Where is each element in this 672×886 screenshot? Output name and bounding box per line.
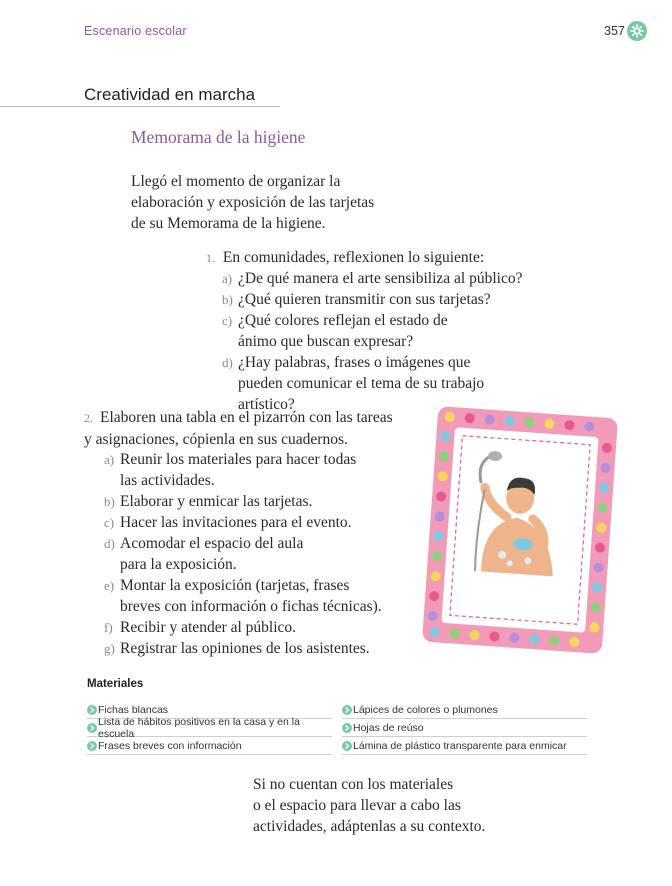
item-text: ¿Qué colores reflejan el estado de ánimo que buscan expresar? (238, 312, 448, 350)
item-letter: c) (222, 313, 233, 328)
material-item (87, 737, 332, 755)
arrow-bullet-icon (87, 723, 97, 733)
material-item (342, 701, 587, 719)
material-text: Fichas blancas (98, 703, 169, 716)
intro-line: elaboración y exposición de las tarjetas (131, 194, 375, 211)
item-letter: b) (104, 494, 115, 509)
material-text: Hojas de reúso (353, 721, 424, 734)
item-letter: b) (222, 292, 233, 307)
material-text: Lista de hábitos positivos en la casa y en la escuela (98, 715, 300, 740)
material-item (87, 715, 332, 740)
closing-note (253, 774, 513, 837)
section-divider (0, 106, 280, 107)
shower-card-illustration (420, 406, 620, 654)
intro-line: de su Memorama de la higiene. (131, 215, 326, 232)
materials-title: Materiales (87, 678, 144, 690)
item-text: Acomodar el espacio del aula para la exposición. (120, 535, 304, 573)
list-item (104, 491, 390, 512)
item-letter: d) (222, 355, 233, 370)
question-2-items (104, 449, 390, 659)
list-item (222, 268, 528, 289)
arrow-bullet-icon (342, 705, 352, 715)
question-number: 2. (84, 411, 93, 425)
question-text: Elaboren una tabla en el pizarrón con las tareas y asignaciones, cópienla en sus cuadernos. (84, 409, 393, 448)
item-text: ¿Qué quieren transmitir con sus tarjetas? (238, 291, 491, 308)
list-item (104, 449, 390, 491)
closing-line: o el espacio para llevar a cabo las (253, 797, 461, 814)
item-text: Montar la exposición (tarjetas, frases breves con información o fichas técnicas). (120, 577, 382, 615)
list-item (104, 512, 390, 533)
gear-icon (627, 21, 647, 41)
question-text: En comunidades, reflexionen lo siguiente: (222, 249, 485, 266)
materials-list-left (87, 701, 332, 755)
question-1 (206, 247, 484, 269)
activity-subtitle: Memorama de la higiene (131, 127, 306, 147)
material-item (342, 719, 587, 737)
list-item (104, 617, 390, 638)
list-item (222, 289, 528, 310)
material-text: Lámina de plástico transparente para enmicar (353, 739, 567, 752)
item-text: Hacer las invitaciones para el evento. (120, 514, 352, 531)
closing-line: Si no cuentan con los materiales (253, 776, 454, 793)
arrow-bullet-icon (342, 741, 352, 751)
item-text: Elaborar y enmicar las tarjetas. (120, 493, 313, 510)
question-number: 1. (206, 251, 215, 265)
list-item (222, 310, 528, 352)
item-text: Reunir los materiales para hacer todas las actividades. (120, 451, 357, 489)
list-item (104, 638, 390, 659)
item-letter: g) (104, 641, 115, 656)
list-item (104, 575, 390, 617)
item-letter: c) (104, 515, 115, 530)
intro-paragraph (131, 171, 401, 234)
item-letter: d) (104, 536, 115, 551)
page-number: 357 (604, 24, 625, 38)
material-text: Lápices de colores o plumones (353, 703, 498, 716)
item-letter: a) (222, 271, 233, 286)
item-text: Recibir y atender al público. (120, 619, 297, 636)
item-letter: e) (104, 578, 115, 593)
item-text: ¿Hay palabras, frases o imágenes que pueden comunicar el tema de su trabajo artístico? (238, 354, 485, 413)
arrow-bullet-icon (342, 723, 352, 733)
question-2 (84, 407, 394, 450)
arrow-bullet-icon (87, 741, 97, 751)
item-letter: f) (104, 620, 113, 635)
item-text: ¿De qué manera el arte sensibiliza al público? (238, 270, 523, 287)
material-item (342, 737, 587, 755)
item-text: Registrar las opiniones de los asistentes. (120, 640, 370, 657)
section-title: Creatividad en marcha (84, 85, 256, 104)
closing-line: actividades, adáptenlas a su contexto. (253, 818, 486, 835)
list-item (104, 533, 390, 575)
materials-list-right (342, 701, 587, 755)
material-text: Frases breves con información (98, 739, 242, 752)
item-letter: a) (104, 452, 115, 467)
question-1-items (222, 268, 528, 415)
intro-line: Llegó el momento de organizar la (131, 173, 341, 190)
arrow-bullet-icon (87, 705, 97, 715)
running-header: Escenario escolar (84, 24, 187, 38)
